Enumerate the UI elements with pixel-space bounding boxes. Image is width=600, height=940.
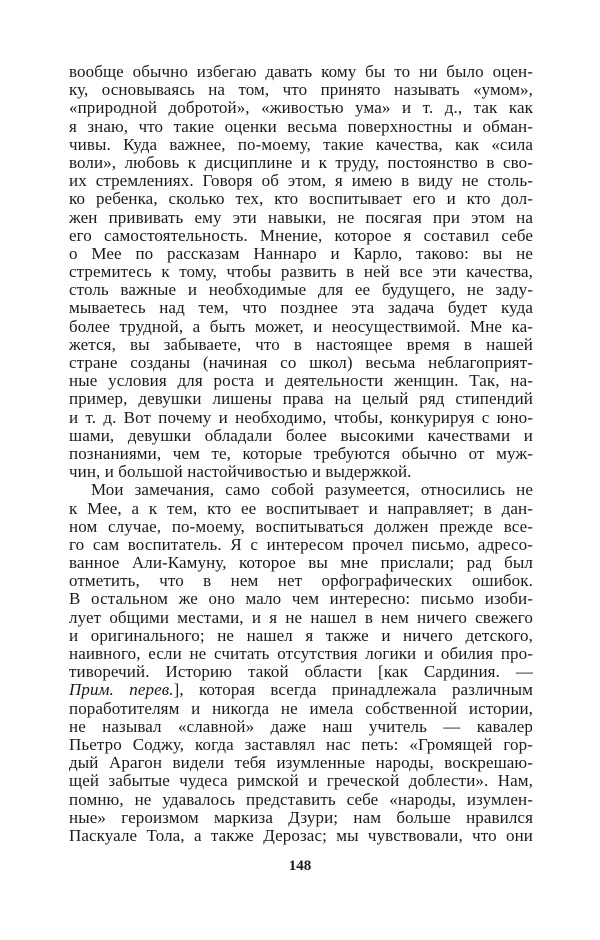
text-line: и т. д. Вот почему и необходимо, чтобы, конкурируя с юно-: [69, 407, 533, 427]
text-line: жется, вы забываете, что в настоящее время в нашей: [69, 334, 533, 354]
text-line: ко ребенка, сколько тех, кто воспитывает его и кто дол-: [69, 189, 533, 209]
text-line: чивы. Куда важнее, по-моему, такие качества, как «сила: [69, 134, 533, 154]
text-line-rest: ], которая всегда принадлежала различным: [173, 680, 534, 700]
text-line: стремитесь к тому, чтобы развить в ней все эти качества,: [69, 262, 533, 282]
text-line: ку, основываясь на том, что принято называть «умом»,: [69, 80, 533, 100]
text-line: ные» героизмом маркиза Дзури; нам больше нравился: [69, 807, 533, 827]
text-line-with-note: [69, 681, 533, 699]
text-line: дый Арагон видели тебя изумленные народы, воскрешаю-: [69, 753, 533, 773]
text-line: о Мее по рассказам Наннаро и Карло, таково: вы не: [69, 243, 533, 263]
page-body-text: [69, 63, 533, 845]
page-number: 148: [288, 858, 312, 874]
text-line: и оригинального; не нашел я также и ничего детского,: [69, 625, 533, 645]
text-line: «природной добротой», «живостью ума» и т. д., так как: [69, 98, 533, 118]
text-line: столь важные и необходимые для ее будущего, не заду-: [69, 280, 533, 300]
text-line: наивного, если не считать отсутствия логики и обилия про-: [69, 644, 533, 663]
text-line: пример, девушки лишены права на целый ряд стипендий: [69, 389, 533, 409]
text-line: воли», любовь к дисциплине и к труду, постоянство в сво-: [69, 152, 533, 172]
text-line: Паскуале Тола, а также Дерозас; мы чувствовали, что они: [69, 825, 533, 845]
text-line: к Мее, а к тем, кто ее воспитывает и направляет; в дан-: [69, 498, 533, 518]
text-line: мываетесь над тем, что позднее эта задача будет куда: [69, 298, 533, 318]
text-line: тиворечий. Историю такой области [как Сардиния. —: [69, 662, 533, 682]
text-line: не называл «славной» даже наш учитель — кавалер: [69, 716, 533, 736]
text-line: чин, и большой настойчивостью и выдержкой.: [69, 462, 412, 482]
text-line: более трудной, а быть может, и неосуществимой. Мне ка-: [69, 316, 533, 336]
text-line: щей забытые чудеса римской и греческой доблести». Нам,: [69, 771, 533, 791]
text-line: стране созданы (начиная со школ) весьма неблагоприят-: [69, 353, 533, 372]
text-line: вообще обычно избегаю давать кому бы то ни было оцен-: [69, 62, 533, 81]
translator-note-italic: Прим. перев.: [69, 680, 174, 700]
text-line: помню, не удавалось представить себе «народы, изумлен-: [69, 789, 533, 809]
text-line: познаниями, чем те, которые требуются обычно от муж-: [69, 443, 533, 463]
paragraph-start-line: Мои замечания, само собой разумеется, относились не: [91, 480, 533, 500]
text-line: Пьетро Соджу, когда заставлял нас петь: «Громящей гор-: [69, 734, 533, 754]
text-line: лует общими местами, и я не нашел в нем ничего свежего: [69, 607, 533, 627]
text-line: жен прививать ему эти навыки, не посягая при этом на: [69, 207, 533, 227]
text-line: его самостоятельность. Мнение, которое я составил себе: [69, 225, 533, 245]
text-line: ванное Али-Камуну, которое вы мне прислали; рад был: [69, 553, 533, 573]
text-line: го сам воспитатель. Я с интересом прочел письмо, адресо-: [69, 534, 533, 554]
text-line: В остальном же оно мало чем интересно: письмо изоби-: [69, 589, 533, 609]
text-line: шами, девушки обладали более высокими качествами и: [69, 425, 533, 445]
text-line: ном случае, по-моему, воспитываться должен прежде все-: [69, 516, 533, 536]
text-line: отметить, что в нем нет орфографических ошибок.: [69, 571, 533, 591]
text-line: ные условия для роста и деятельности женщин. Так, на-: [69, 371, 533, 391]
text-line: поработителям и никогда не имела собственной истории,: [69, 698, 533, 718]
text-line: их стремлениях. Говоря об этом, я имею в виду не столь-: [69, 171, 533, 191]
text-line: я знаю, что такие оценки весьма поверхностны и обман-: [69, 116, 533, 136]
